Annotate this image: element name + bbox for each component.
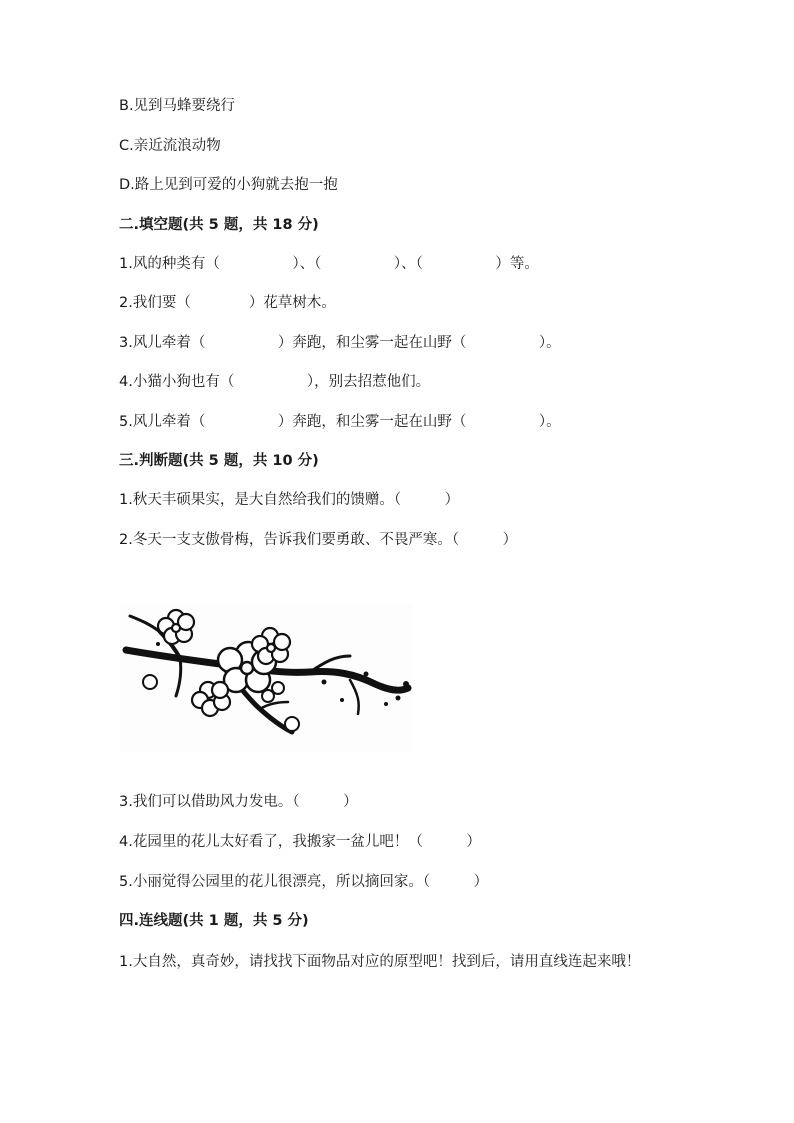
plum-blossom-branch-illustration — [120, 604, 412, 752]
judge-question-3: 3.我们可以借助风力发电。（ ） — [119, 794, 358, 810]
plum-blossom-icon — [120, 604, 412, 752]
judge-question-1: 1.秋天丰硕果实，是大自然给我们的馈赠。（ ） — [119, 492, 460, 508]
fill-question-2: 2.我们要（ ）花草树木。 — [119, 295, 336, 311]
section-heading-true-false: 三.判断题(共 5 题，共 10 分) — [119, 453, 319, 469]
option-d: D.路上见到可爱的小狗就去抱一抱 — [119, 177, 338, 193]
judge-question-5: 5.小丽觉得公园里的花儿很漂亮，所以摘回家。（ ） — [119, 874, 489, 890]
fill-question-3: 3.风儿牵着（ ）奔跑，和尘雾一起在山野（ ）。 — [119, 335, 561, 351]
section-heading-fill-in: 二.填空题(共 5 题，共 18 分) — [119, 217, 319, 233]
fill-question-1: 1.风的种类有（ ）、（ ）、（ ）等。 — [119, 256, 539, 272]
judge-question-2: 2.冬天一支支傲骨梅，告诉我们要勇敢、不畏严寒。（ ） — [119, 532, 518, 548]
option-c: C.亲近流浪动物 — [119, 138, 221, 154]
option-b: B.见到马蜂要绕行 — [119, 98, 236, 114]
section-heading-matching: 四.连线题(共 1 题，共 5 分) — [119, 913, 309, 929]
fill-question-5: 5.风儿牵着（ ）奔跑，和尘雾一起在山野（ ）。 — [119, 414, 561, 430]
judge-question-4: 4.花园里的花儿太好看了，我搬家一盆儿吧！（ ） — [119, 834, 481, 850]
match-question-1: 1.大自然，真奇妙，请找找下面物品对应的原型吧！找到后，请用直线连起来哦！ — [119, 954, 641, 970]
fill-question-4: 4.小猫小狗也有（ ），别去招惹他们。 — [119, 374, 431, 390]
